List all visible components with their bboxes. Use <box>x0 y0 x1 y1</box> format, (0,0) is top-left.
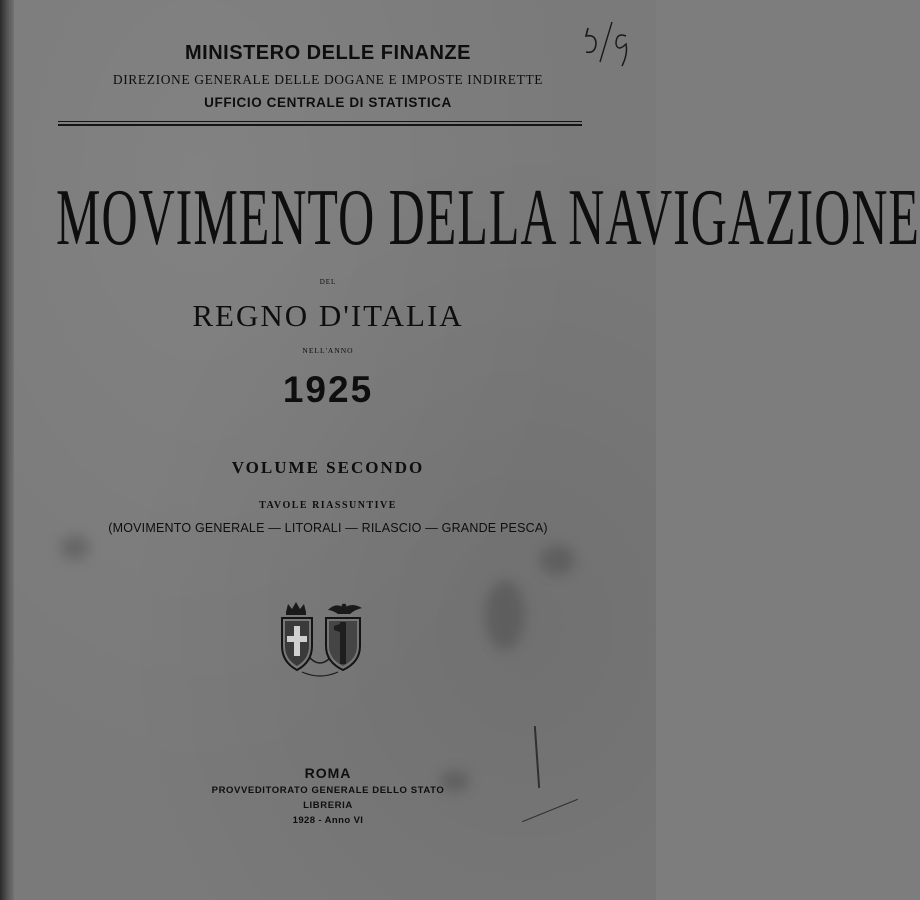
header-divider <box>58 124 582 126</box>
ministry-heading: MINISTERO DELLE FINANZE <box>185 42 471 64</box>
imprint-printer: PROVVEDITORATO GENERALE DELLO STATO <box>211 785 445 796</box>
stain <box>485 580 525 650</box>
imprint-bookshop: LIBRERIA <box>303 800 353 811</box>
year-prefix: NELL'ANNO <box>302 346 354 355</box>
office-heading: UFFICIO CENTRALE DI STATISTICA <box>204 95 452 110</box>
volume-contents: (MOVIMENTO GENERALE — LITORALI — RILASCIO — GRANDE PESCA) <box>108 521 548 535</box>
volume-label: VOLUME SECONDO <box>231 458 425 477</box>
kingdom-title: REGNO D'ITALIA <box>192 298 464 333</box>
title-connector: DEL <box>319 278 337 286</box>
volume-subtitle: TAVOLE RIASSUNTIVE <box>259 500 397 511</box>
direction-heading: DIREZIONE GENERALE DELLE DOGANE E IMPOSTE INDIRETTE <box>112 72 544 87</box>
header-divider <box>58 121 582 122</box>
stain <box>60 535 90 560</box>
stain <box>540 545 575 575</box>
imprint-date: 1928 - Anno VI <box>292 815 364 826</box>
main-title: MOVIMENTO DELLA NAVIGAZIONE <box>56 171 920 262</box>
year-title: 1925 <box>282 369 374 410</box>
coat-of-arms-icon <box>272 598 372 680</box>
imprint-city: ROMA <box>304 765 352 781</box>
